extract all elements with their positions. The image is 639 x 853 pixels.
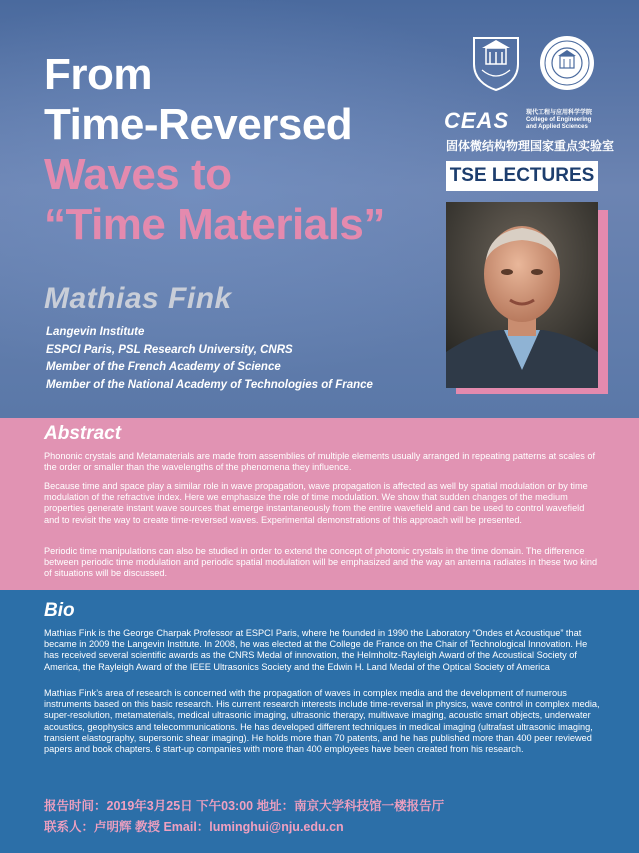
speaker-name: Mathias Fink [44,282,232,315]
abstract-paragraph: Because time and space play a similar role in wave propagation, wave propagation is affected as well by spatial modulation or by time modulation of the refractive index. Here we emphasize the role of time modulation. We show that sudden changes of the medium properties generate instant wave sources that emerge instantaneously from the entire wavefield and can be used to control wavefield and to revisit the way to create time-reversed waves. Experimental demonstrations of this approach will be presented. [44,481,588,525]
speaker-affiliations [46,324,373,394]
speaker-photo [446,202,598,388]
title-line-3: Waves to [44,150,232,199]
ceas-logo [444,108,614,132]
ceas-cn-name: 现代工程与应用科学学院 [526,110,593,116]
contact-info: 联系人：卢明辉 教授 Email：luminghui@nju.edu.cn [44,820,344,834]
abstract-heading: Abstract [44,423,122,444]
ceas-subtitle [526,110,592,131]
affiliation-line: Member of the French Academy of Science [46,361,281,373]
bio-heading: Bio [44,600,75,621]
bio-paragraph: Mathias Fink’s area of research is concerned with the propagation of waves in complex media and the development of numerous instruments based on this basic research. His current research interests include time-reversal in physics, wave control in complex media, super-resolution, metamaterials, medical ultrasonic imaging, ultrasonic therapy, multiwave imaging, acoustic smart objects, underwater acoustics, geophysics and telecommunications. He has developed different techniques in medical imaging (ultrafast ultrasonic imaging, transient elastography, supersonic shear imaging). He holds more than 70 patents, and he has published more than 400 peer reviewed papers and book chapters. 6 start-up companies with more than 400 employees have been created from his research. [44,688,600,755]
lab-name: 固体微结构物理国家重点实验室 [446,139,615,153]
title-line-1: From [44,50,152,99]
talk-title [44,50,385,250]
ceas-wordmark: CEAS [444,108,510,133]
speaker-portrait-icon [446,202,598,388]
title-line-4: “Time Materials” [44,200,385,249]
title-line-2: Time-Reversed [44,100,353,149]
talk-time-location: 报告时间：2019年3月25日 下午03:00 地址：南京大学科技馆一楼报告厅 [44,799,445,813]
abstract-paragraph: Periodic time manipulations can also be studied in order to extend the concept of photonic crystals in the time domain. The difference between periodic time modulation and periodic spatial modulation will be emphasized and the way an antenna radiates in these two kind of situations will be discussed. [44,546,598,579]
header-section [0,0,639,418]
bio-paragraph: Mathias Fink is the George Charpak Professor at ESPCI Paris, where he founded in 1990 the Laboratory “Ondes et Acoustique” that became in 2009 the Langevin Institute. In 2008, he was elected at the College de France on the Chair of Technological Innovation. He has received several scientific awards as the CNRS Medal of innovation, the Helmholtz-Rayleigh Award of the Acoustical Society of America, the Rayleigh Award of the IEEE Ultrasonics Society and the Edwin H. Land Medal of the Optical Society of America [44,628,588,672]
affiliation-line: ESPCI Paris, PSL Research University, CNRS [46,343,293,356]
ceas-en-name-1: College of Engineering [526,117,592,123]
ceas-en-name-2: and Applied Sciences [526,124,588,130]
series-badge: TSE LECTURES [446,161,598,191]
university-logos [460,34,620,94]
affiliation-line: Member of the National Academy of Technologies of France [46,378,373,391]
nju-shield-logo [468,34,524,92]
abstract-paragraph: Phononic crystals and Metamaterials are made from assemblies of multiple elements usually arranged in repeating patterns at scales of the order or smaller than the wavelengths of the phenomena they influence. [44,451,596,473]
nju-round-seal [538,34,596,92]
affiliation-line: Langevin Institute [46,326,145,338]
